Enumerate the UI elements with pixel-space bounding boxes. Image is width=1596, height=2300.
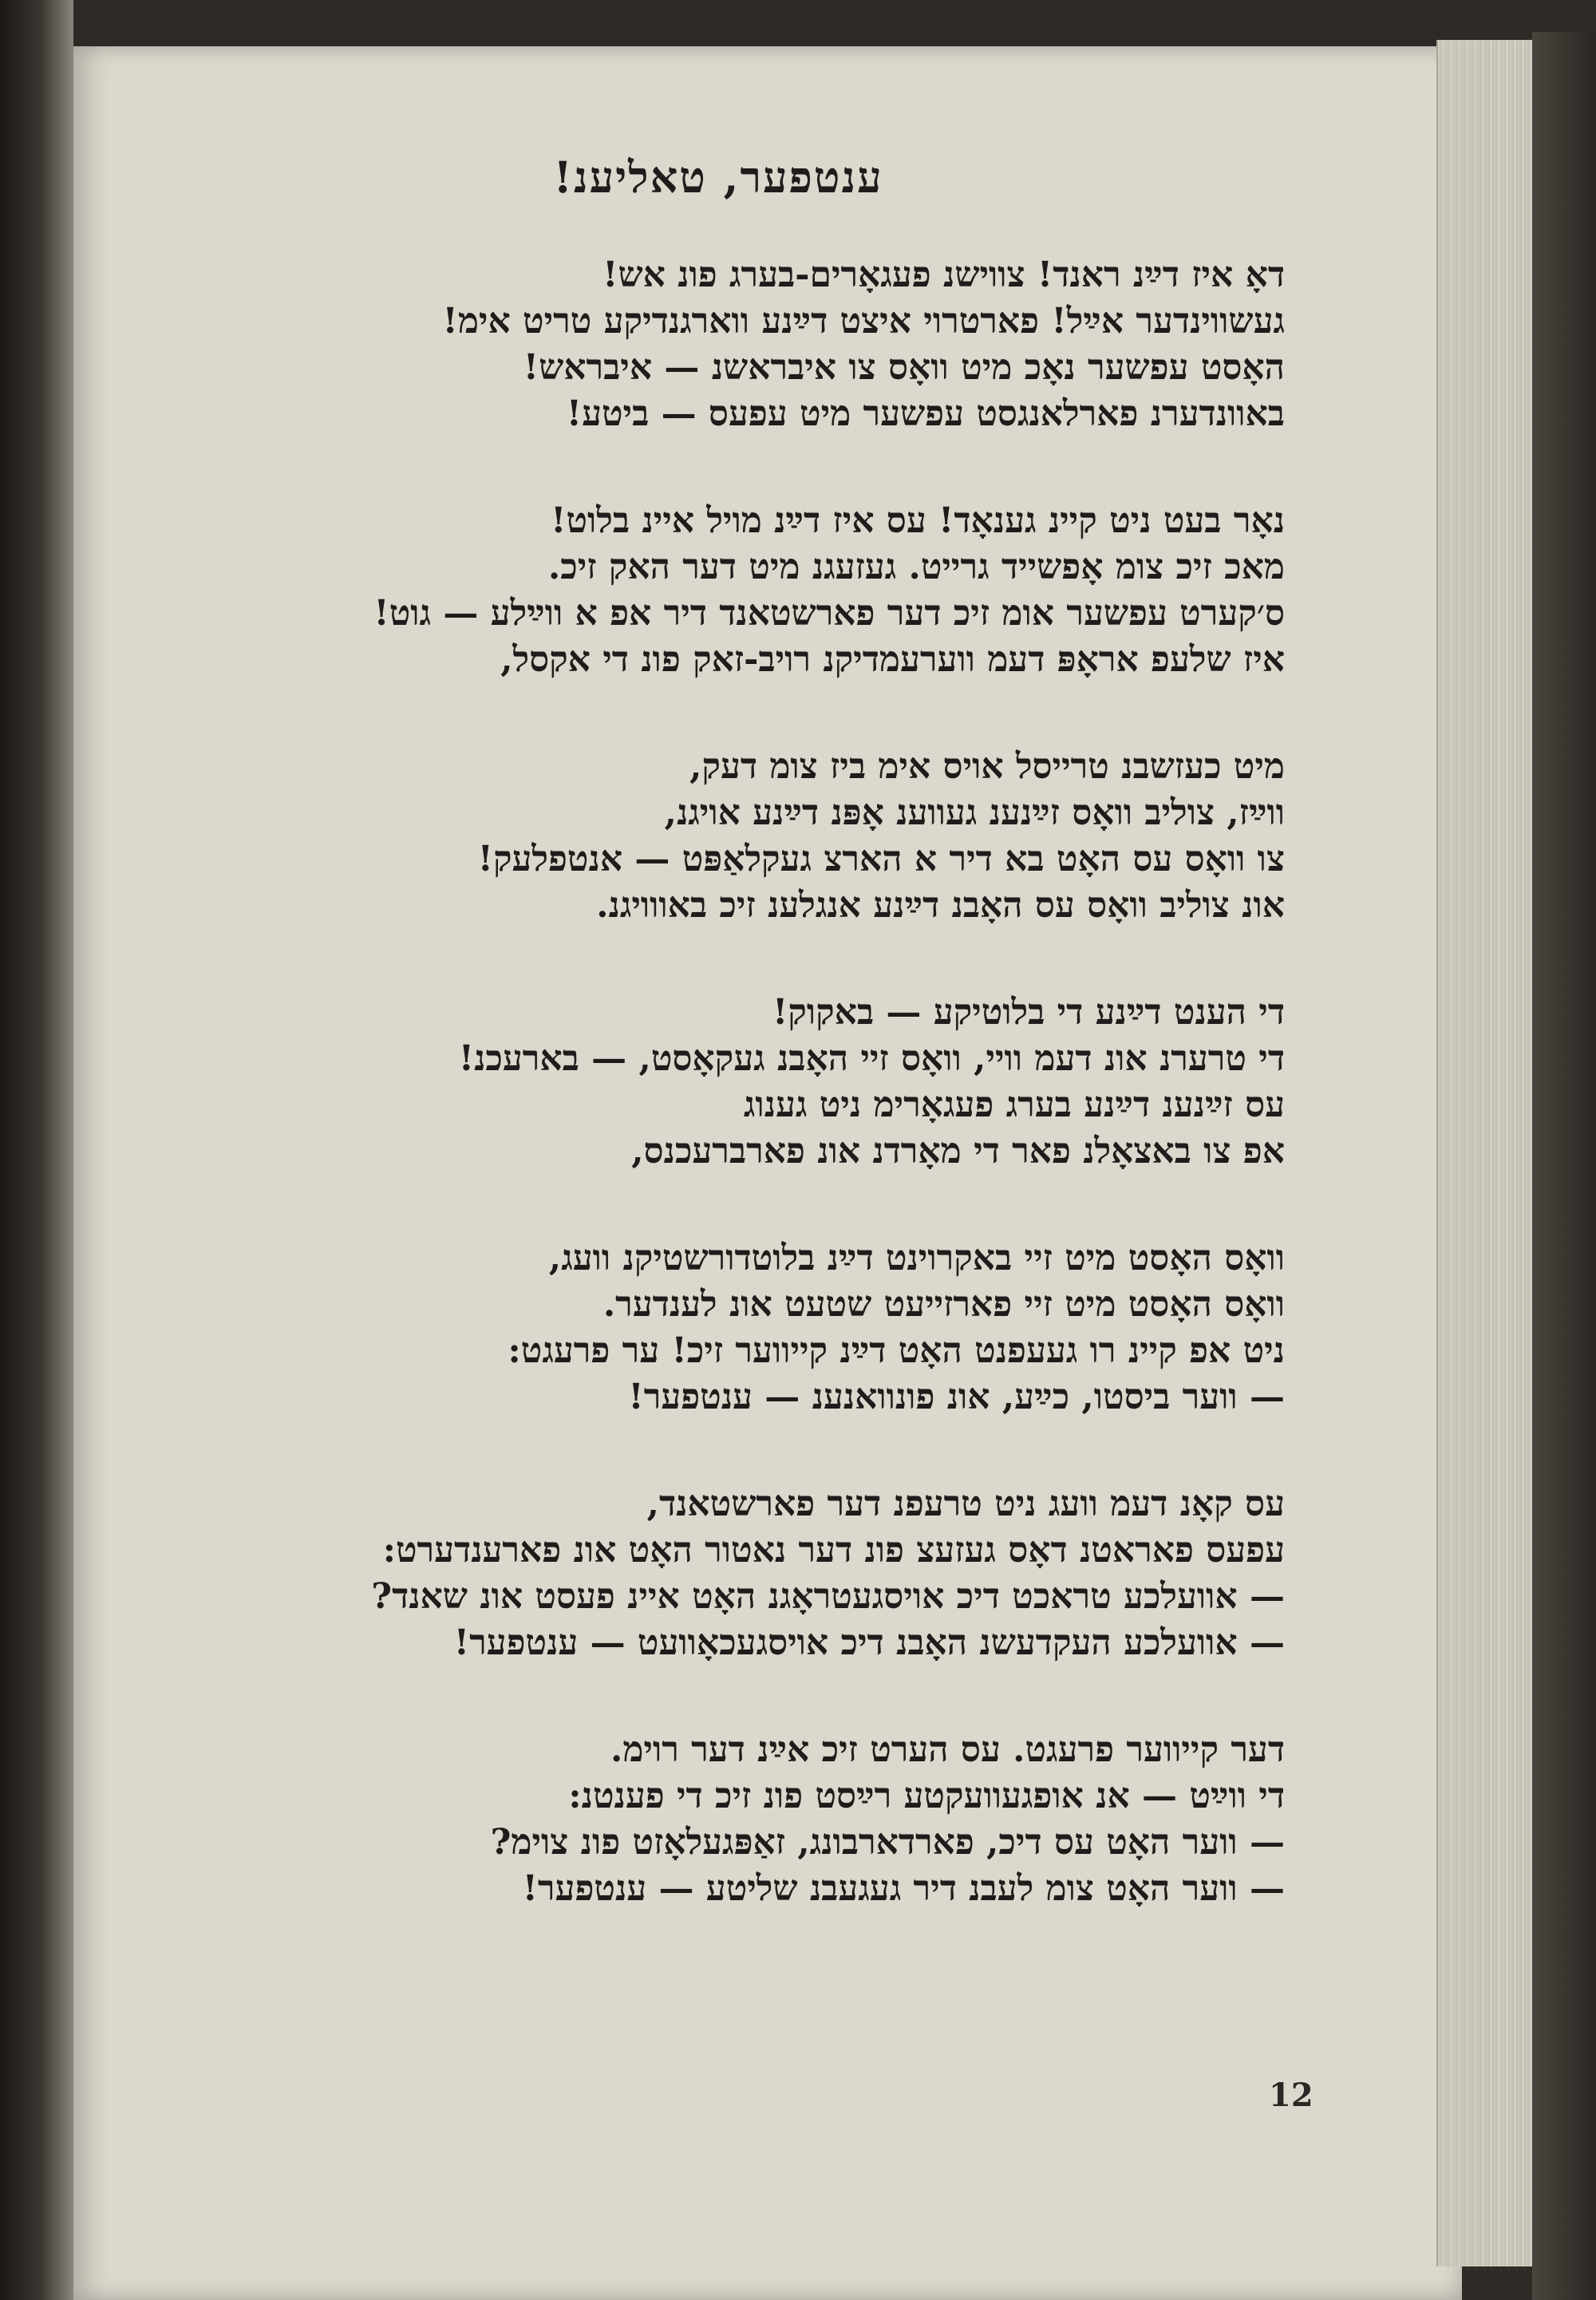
poem-line: מיט כעזשבנ טרייסל אויס אימ ביז צומ דעק, <box>689 746 1285 787</box>
poem <box>152 152 1285 1973</box>
poem-line: — אוועלכע העקדעשנ האָבנ דיכ אויסגעכאָוועט — ענטפער! <box>453 1622 1285 1663</box>
stanza-6 <box>152 1481 1285 1666</box>
poem-line: אונ צוליב וואָס עס האָבנ דײַנע אנגלענ זיכ באווויגנ. <box>596 885 1285 926</box>
poem-line: מאכ זיכ צומ אָפשייד גרייט. געזעגנ מיט דער האק זיכ. <box>547 547 1285 587</box>
page-stack-edges <box>1436 40 1534 2266</box>
poem-line: עפעס פאראטנ דאָס געזעצ פונ דער נאטור האָט אונ פארענדערט: <box>382 1530 1285 1571</box>
scan-background-left <box>0 0 73 2300</box>
stanza-5 <box>152 1235 1285 1421</box>
stanza-3 <box>152 744 1285 929</box>
poem-line: דער קייווער פרעגט. עס הערט זיכ אײַנ דער רוימ. <box>610 1729 1285 1770</box>
poem-line: וואָס האָסט מיט זיי פארזייעט שטעט אונ לענדער. <box>602 1284 1285 1325</box>
stanza-2 <box>152 498 1285 683</box>
poem-line: ס׳קערט עפשער אומ זיכ דער פארשטאנד דיר אפ א ווײַלע — גוט! <box>373 593 1285 634</box>
scan-background-right <box>1532 32 1596 2300</box>
page-number: 12 <box>1269 2077 1314 2114</box>
poem-title: ענטפער, טאליענ! <box>553 152 883 203</box>
stanza-7 <box>152 1727 1285 1912</box>
poem-line: ווײַז, צוליב וואָס זײַנענ געווענ אָפּנ דײַנע אויגנ, <box>664 792 1285 833</box>
poem-line: וואָס האָסט מיט זיי באקרוינט דײַנ בלוטדורשטיקנ וועג, <box>548 1238 1285 1278</box>
poem-line: די ווײַט — אנ אופגעוועקטע רײַסט פונ זיכ די פענטנ: <box>568 1776 1285 1816</box>
poem-line: — אוועלכע טראכט דיכ אויסגעטראָגנ האָט איינ פעסט אונ שאנד? <box>371 1576 1285 1617</box>
poem-line: די טרערנ אונ דעמ וויי, וואָס זיי האָבנ געקאָסט, — בארעכנ! <box>458 1038 1285 1079</box>
poem-line: צו וואָס עס האָט בא דיר א הארצ געקלאַפּט — אנטפלעק! <box>477 839 1285 879</box>
poem-line: נאָר בעט ניט קיינ גענאָד! עס איז דײַנ מויל איינ בלוט! <box>551 500 1285 541</box>
poem-line: באוונדערנ פארלאנגסט עפשער מיט עפעס — ביטע! <box>566 393 1285 434</box>
poem-line: ניט אפ קיינ רו געעפנט האָט דײַנ קייווער זיכ! ער פרעגט: <box>508 1330 1285 1371</box>
poem-line: — ווער ביסטו, כײַע, אונ פונוואנענ — ענטפער! <box>628 1377 1285 1417</box>
poem-line: עס קאָנ דעמ וועג ניט טרעפנ דער פארשטאנד, <box>646 1484 1285 1524</box>
poem-line: אפ צו באצאָלנ פאר די מאָרדנ אונ פארברעכנס, <box>631 1131 1285 1172</box>
poem-line: געשווינדער אײַל! פארטרוי איצט דײַנע ווארגנדיקע טריט אימ! <box>442 301 1285 342</box>
poem-line: — ווער האָט עס דיכ, פארדארבונג, זאַפּגעלאָזט פונ צוימ? <box>490 1822 1285 1863</box>
poem-line: עס זײַנענ דײַנע בערג פעגאָרימ ניט גענוג <box>743 1085 1285 1125</box>
poem-line: — ווער האָט צומ לעבנ דיר געגעבנ שליטע — ענטפער! <box>522 1868 1285 1909</box>
poem-line: האָסט עפשער נאָכ מיט וואָס צו איבראשנ — איבראש! <box>523 347 1285 388</box>
poem-line: איז שלעפ אראָפּ דעמ ווערעמדיקנ רויב-זאק פונ די אקסל, <box>500 639 1285 680</box>
poem-line: דאָ איז דײַנ ראנד! צווישנ פעגאָרים-בערג פונ אש! <box>602 255 1285 295</box>
stanza-1 <box>152 252 1285 437</box>
stanza-4 <box>152 990 1285 1175</box>
poem-line: די הענט דײַנע די בלוטיקע — באקוק! <box>772 992 1285 1033</box>
